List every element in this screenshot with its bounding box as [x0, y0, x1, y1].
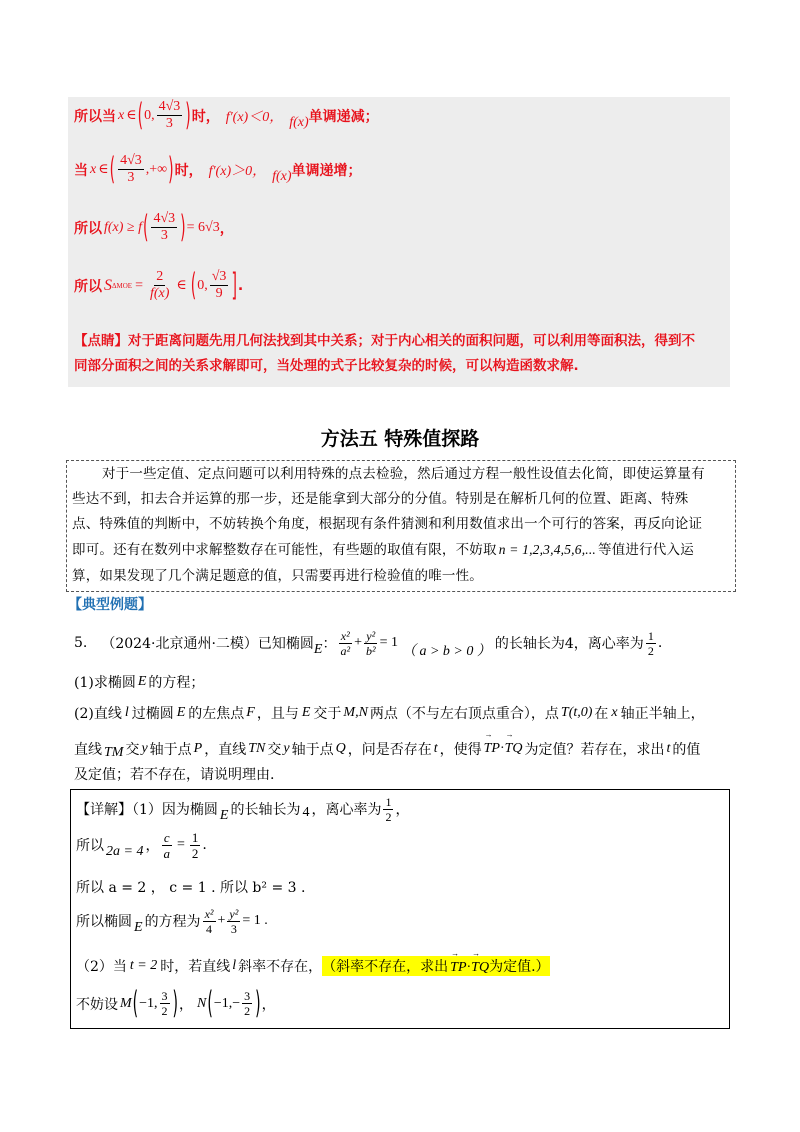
- fraction: $\frac{4√3}{3}$: [120, 153, 142, 185]
- solution-line-4: 所以椭圆 E 的方程为 $\frac{\text{x²}}{4}$ + $\frac{\text{y²}}{3}$ = 1 .: [76, 906, 268, 936]
- highlighted-note: （斜率不存在，求出→ TP·→ TQ为定值.）: [322, 956, 549, 976]
- solution-line-1: 【详解】（1）因为椭圆 E 的长轴长为 4 ，离心率为 $\frac{1}{2}$ ，: [76, 794, 410, 824]
- intro-line-5: 算，如果发现了几个满足题意的值，只需要再进行检验值的唯一性。: [72, 568, 483, 584]
- gray-line-3: 所以 f(x) ≥ f ( $\frac{4√3}{3}$ ) = 6√3 ，: [74, 209, 234, 246]
- solution-line-6: 不妨设 M ( −1, $\frac{3}{2}$ ) ， N ( −1,− $\frac{3}{2}$ ) ，: [76, 985, 276, 1022]
- fraction: $\frac{c}{a}$: [163, 829, 170, 861]
- intro-line-3: 点、特殊值的判断中，不妨转换个角度，根据现有条件猜测和利用数值求出一个可行的答案，再反向论证: [72, 516, 703, 532]
- fraction: $\frac{3}{2}$: [161, 989, 168, 1018]
- question-line-3: 直线 TM 交 y 轴于点 P ，直线 TN 交 y 轴于点 Q ，问是否存在 t ，使得 → TP · → TQ 为定值？若存在，求出 t 的值: [74, 737, 700, 761]
- intro-line-1: 对于一些定值、定点问题可以利用特殊的点去检验，然后通过方程一般性设值去化简，即使运算量有: [102, 466, 705, 482]
- intro-line-2: 些达不到，扣去合并运算的那一步，还是能拿到大部分的分值。特别是在解析几何的位置、距离、特殊: [72, 491, 689, 507]
- fraction: $\frac{\text{y²}}{3}$: [229, 906, 239, 936]
- solution-line-2: 所以 2a = 4 ， $\frac{c}{a}$ = $\frac{1}{2}$ .: [76, 829, 207, 861]
- fraction: $\frac{4√3}{3}$: [153, 211, 176, 243]
- fraction: $\frac{1}{2}$: [191, 829, 199, 861]
- example-heading: 【典型例题】: [68, 597, 152, 613]
- section-title: 方法五 特殊值探路: [320, 428, 480, 450]
- fraction: $\frac{3}{2}$: [244, 989, 251, 1018]
- gray-line-1: 所以当 x ∈ ( 0, $\frac{4√3}{3}$ ) 时， f′(x)＜0， f(x) 单调递减；: [74, 97, 379, 134]
- fraction: $\frac{1}{2}$: [647, 628, 654, 658]
- solution-line-5: （2）当 t = 2 时，若直线 l 斜率不存在， （斜率不存在，求出→ TP·→ TQ为定值.）: [76, 956, 550, 976]
- intro-line-4: 即可。还有在数列中求解整数存在可能性，有些题的取值有限，不妨取 n = 1,2,3,4,5,6,... 等值进行代入运: [72, 542, 694, 558]
- question-part-1: (1)求椭圆 E 的方程；: [74, 674, 205, 691]
- fraction: $\frac{√3}{9}$: [211, 269, 227, 301]
- question-line-1: 5. （2024·北京通州·二模）已知椭圆 E ： $\frac{\text{x²}}{\text{a²}}$ + $\frac{\text{y²}}{\text{b²}}$ = 1 （ a > b > 0 ） 的长轴长为4，离心率为 $\frac{1}{2}$ .: [74, 628, 663, 659]
- fraction: $\frac{\text{x²}}{\text{a²}}$: [340, 628, 351, 658]
- gray-line-4: 所以 S ΔMOE = $\frac{2}{f(x)}$ ∈ ( 0, $\frac{√3}{9}$ ] .: [74, 267, 244, 304]
- fraction: $\frac{1}{2}$: [385, 794, 392, 824]
- question-part-2: (2)直线 l 过椭圆 E 的左焦点 F ，且与 E 交于 M,N 两点（不与左右顶点重合），点 T(t,0) 在 x 轴正半轴上，: [74, 705, 705, 722]
- question-line-4: 及定值；若不存在，请说明理由.: [74, 767, 275, 783]
- fraction: $\frac{\text{x²}}{4}$: [204, 906, 214, 936]
- tip-line-2: 同部分面积之间的关系求解即可，当处理的式子比较复杂的时候，可以构造函数求解.: [74, 358, 579, 374]
- gray-line-2: 当 x ∈ ( $\frac{4√3}{3}$ ,+∞ ) 时， f′(x)＞0， f(x) 单调递增；: [74, 151, 362, 188]
- fraction: $\frac{2}{f(x)}$: [149, 269, 170, 301]
- fraction: $\frac{\text{y²}}{\text{b²}}$: [365, 628, 376, 658]
- tip-line-1: 【点睛】对于距离问题先用几何法找到其中关系；对于内心相关的面积问题，可以利用等面积法，得到不: [74, 333, 695, 349]
- solution-line-3: 所以 a = 2 ， c = 1 . 所以 b² = 3 .: [76, 880, 306, 896]
- fraction: $\frac{4√3}{3}$: [158, 99, 181, 131]
